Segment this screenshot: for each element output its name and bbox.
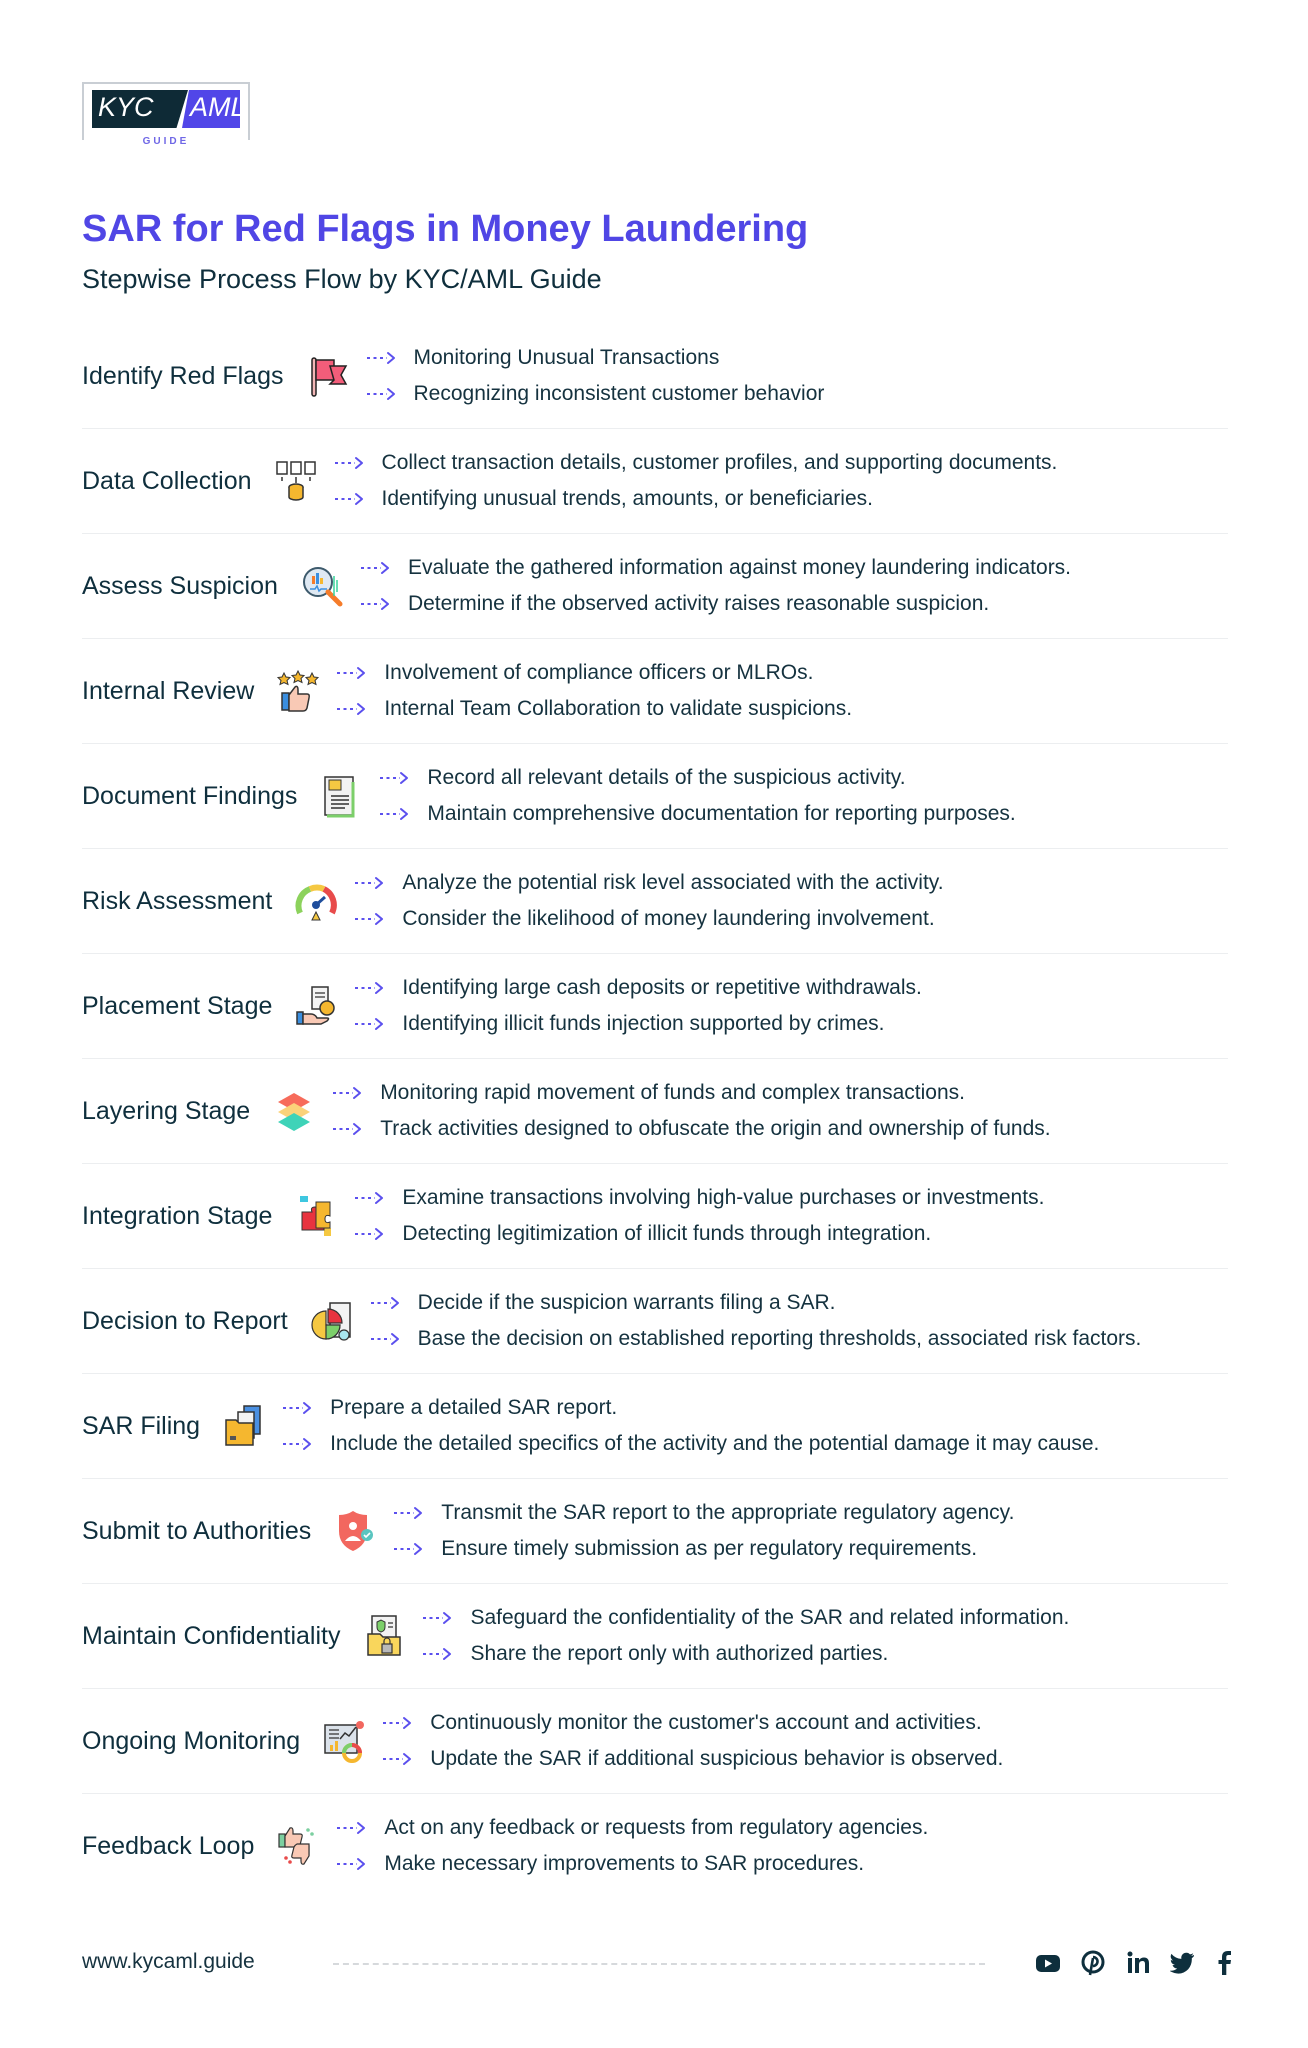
logo-guide-row — [82, 136, 250, 147]
bullet-text: Maintain comprehensive documentation for reporting purposes. — [427, 802, 1016, 825]
step-bullets — [366, 346, 825, 406]
step-bullet — [354, 1012, 921, 1036]
logo-kyc-text: KYC — [98, 92, 154, 122]
shield-user-check-icon — [333, 1509, 377, 1553]
step-bullet — [422, 1606, 1069, 1630]
bullet-text: Make necessary improvements to SAR procedures. — [384, 1852, 865, 1875]
step-label: Placement Stage — [82, 991, 273, 1020]
step-row — [82, 324, 1228, 429]
step-row — [82, 1479, 1228, 1584]
dashed-arrow-icon — [360, 597, 390, 611]
step-row — [82, 954, 1228, 1059]
bullet-text: Include the detailed specifics of the activity and the potential damage it may cause. — [330, 1432, 1100, 1455]
bullet-text: Update the SAR if additional suspicious behavior is observed. — [430, 1747, 1004, 1770]
dashed-arrow-icon — [334, 456, 364, 470]
bullet-text: Internal Team Collaboration to validate suspicions. — [384, 697, 853, 720]
bullet-text: Consider the likelihood of money laundering involvement. — [402, 907, 935, 930]
dashed-arrow-icon — [370, 1296, 400, 1310]
bullet-text: Analyze the potential risk level associated with the activity. — [402, 871, 944, 894]
footer-website-link[interactable]: www.kycaml.guide — [82, 1950, 255, 1973]
dashed-arrow-icon — [382, 1716, 412, 1730]
dashed-arrow-icon — [360, 561, 390, 575]
dashed-arrow-icon — [393, 1542, 423, 1556]
bullet-text: Decide if the suspicion warrants filing a SAR. — [417, 1291, 836, 1314]
bullet-text: Identifying large cash deposits or repetitive withdrawals. — [402, 976, 922, 999]
layers-icon — [272, 1089, 316, 1133]
risk-gauge-icon — [294, 879, 338, 923]
step-label: Layering Stage — [82, 1096, 251, 1125]
dashed-arrow-icon — [366, 387, 396, 401]
step-bullets — [354, 976, 921, 1036]
bullet-text: Collect transaction details, customer profiles, and supporting documents. — [381, 451, 1058, 474]
step-bullet — [370, 1291, 1142, 1315]
step-row — [82, 1374, 1228, 1479]
locked-folder-icon — [362, 1614, 406, 1658]
dashed-arrow-icon — [282, 1401, 312, 1415]
step-bullet — [336, 1852, 928, 1876]
dashed-arrow-icon — [336, 1821, 366, 1835]
bullet-text: Prepare a detailed SAR report. — [330, 1396, 618, 1419]
dashed-arrow-icon — [382, 1752, 412, 1766]
dashed-arrow-icon — [393, 1506, 423, 1520]
dashed-arrow-icon — [336, 666, 366, 680]
step-bullets — [354, 871, 943, 931]
step-bullet — [382, 1747, 1003, 1771]
dashed-arrow-icon — [332, 1086, 362, 1100]
step-bullets — [370, 1291, 1142, 1351]
step-bullet — [393, 1537, 1014, 1561]
step-bullet — [354, 1186, 1044, 1210]
step-bullet — [370, 1327, 1142, 1351]
step-bullet — [334, 451, 1058, 475]
bullet-text: Continuously monitor the customer's account and activities. — [430, 1711, 982, 1734]
logo-aml-text: AML — [190, 92, 246, 122]
step-bullet — [334, 487, 1058, 511]
step-bullet — [354, 976, 921, 1000]
step-row — [82, 849, 1228, 954]
hand-coin-document-icon — [294, 984, 338, 1028]
bullet-text: Identifying unusual trends, amounts, or beneficiaries. — [381, 487, 873, 510]
database-collection-icon — [274, 459, 318, 503]
bullet-text: Identifying illicit funds injection supported by crimes. — [402, 1012, 885, 1035]
dashed-arrow-icon — [379, 807, 409, 821]
step-bullets — [382, 1711, 1003, 1771]
twitter-icon[interactable] — [1170, 1950, 1196, 1976]
step-bullets — [422, 1606, 1069, 1666]
step-bullets — [379, 766, 1015, 826]
pie-chart-report-icon — [310, 1299, 354, 1343]
step-row — [82, 1164, 1228, 1269]
step-bullet — [354, 907, 943, 931]
linkedin-icon[interactable] — [1126, 1950, 1152, 1976]
dashed-arrow-icon — [354, 876, 384, 890]
step-label: Integration Stage — [82, 1201, 273, 1230]
dashed-arrow-icon — [336, 702, 366, 716]
step-bullet — [382, 1711, 1003, 1735]
dashed-arrow-icon — [282, 1437, 312, 1451]
step-bullet — [354, 1222, 1044, 1246]
bullet-text: Evaluate the gathered information against money laundering indicators. — [407, 556, 1072, 579]
step-bullet — [332, 1117, 1050, 1141]
step-label: Risk Assessment — [82, 886, 273, 915]
step-bullets — [334, 451, 1058, 511]
step-bullet — [422, 1642, 1069, 1666]
red-flag-icon — [306, 354, 350, 398]
step-bullet — [366, 382, 825, 406]
step-bullet — [379, 802, 1015, 826]
step-row — [82, 429, 1228, 534]
step-row — [82, 744, 1228, 849]
dashed-arrow-icon — [422, 1611, 452, 1625]
logo-guide-text: GUIDE — [135, 136, 198, 147]
step-bullets — [360, 556, 1071, 616]
step-label: Submit to Authorities — [82, 1516, 312, 1545]
dashed-arrow-icon — [332, 1122, 362, 1136]
step-bullet — [336, 661, 852, 685]
step-bullet — [393, 1501, 1014, 1525]
facebook-icon[interactable] — [1212, 1950, 1238, 1976]
step-bullet — [336, 1816, 928, 1840]
bullet-text: Track activities designed to obfuscate the origin and ownership of funds. — [380, 1117, 1051, 1140]
step-bullet — [332, 1081, 1050, 1105]
bullet-text: Involvement of compliance officers or MLROs. — [384, 661, 814, 684]
step-label: Data Collection — [82, 466, 252, 495]
bullet-text: Transmit the SAR report to the appropriate regulatory agency. — [441, 1501, 1015, 1524]
dashed-arrow-icon — [379, 771, 409, 785]
puzzle-hands-icon — [294, 1194, 338, 1238]
dashed-arrow-icon — [370, 1332, 400, 1346]
step-bullet — [360, 556, 1071, 580]
bullet-text: Monitoring Unusual Transactions — [413, 346, 720, 369]
step-bullets — [336, 661, 852, 721]
dashed-arrow-icon — [354, 1017, 384, 1031]
bullet-text: Monitoring rapid movement of funds and complex transactions. — [380, 1081, 965, 1104]
step-row — [82, 1584, 1228, 1689]
step-bullets — [354, 1186, 1044, 1246]
thumbs-up-stars-icon — [276, 669, 320, 713]
dashed-arrow-icon — [354, 912, 384, 926]
dashed-arrow-icon — [336, 1857, 366, 1871]
bullet-text: Share the report only with authorized parties. — [470, 1642, 889, 1665]
pinterest-icon[interactable] — [1080, 1950, 1106, 1976]
step-row — [82, 1794, 1228, 1898]
footer-divider — [333, 1963, 985, 1965]
dashed-arrow-icon — [354, 981, 384, 995]
step-row — [82, 1059, 1228, 1164]
bullet-text: Base the decision on established reporting thresholds, associated risk factors. — [417, 1327, 1142, 1350]
step-label: Feedback Loop — [82, 1831, 255, 1860]
step-bullet — [360, 592, 1071, 616]
step-label: Maintain Confidentiality — [82, 1621, 341, 1650]
bullet-text: Record all relevant details of the suspicious activity. — [427, 766, 906, 789]
bullet-text: Act on any feedback or requests from regulatory agencies. — [384, 1816, 929, 1839]
step-row — [82, 1269, 1228, 1374]
step-row — [82, 639, 1228, 744]
step-label: Internal Review — [82, 676, 255, 705]
folder-files-icon — [222, 1404, 266, 1448]
step-bullets — [336, 1816, 928, 1876]
step-bullet — [336, 697, 852, 721]
dashed-arrow-icon — [422, 1647, 452, 1661]
youtube-icon[interactable] — [1035, 1950, 1061, 1976]
step-bullet — [282, 1396, 1099, 1420]
kyc-aml-guide-logo — [82, 82, 250, 147]
bullet-text: Examine transactions involving high-value purchases or investments. — [402, 1186, 1045, 1209]
bullet-text: Safeguard the confidentiality of the SAR and related information. — [470, 1606, 1070, 1629]
step-bullet — [354, 871, 943, 895]
page-title: SAR for Red Flags in Money Laundering — [82, 208, 809, 250]
magnifier-analysis-icon — [300, 564, 344, 608]
dashed-arrow-icon — [354, 1227, 384, 1241]
document-notes-icon — [319, 774, 363, 818]
dashed-arrow-icon — [334, 492, 364, 506]
step-bullet — [379, 766, 1015, 790]
step-label: SAR Filing — [82, 1411, 201, 1440]
bullet-text: Recognizing inconsistent customer behavior — [413, 382, 825, 405]
step-bullet — [282, 1432, 1099, 1456]
step-bullet — [366, 346, 825, 370]
process-steps — [82, 324, 1228, 1898]
dashed-arrow-icon — [366, 351, 396, 365]
thumbs-up-down-icon — [276, 1824, 320, 1868]
step-label: Identify Red Flags — [82, 361, 284, 390]
bullet-text: Detecting legitimization of illicit funds through integration. — [402, 1222, 932, 1245]
bullet-text: Ensure timely submission as per regulatory requirements. — [441, 1537, 978, 1560]
monitoring-dashboard-icon — [322, 1719, 366, 1763]
bullet-text: Determine if the observed activity raises reasonable suspicion. — [407, 592, 990, 615]
step-label: Ongoing Monitoring — [82, 1726, 301, 1755]
step-label: Document Findings — [82, 781, 298, 810]
dashed-arrow-icon — [354, 1191, 384, 1205]
page-subtitle: Stepwise Process Flow by KYC/AML Guide — [82, 264, 602, 294]
step-bullets — [282, 1396, 1099, 1456]
step-row — [82, 1689, 1228, 1794]
step-label: Assess Suspicion — [82, 571, 278, 600]
step-bullets — [332, 1081, 1050, 1141]
step-row — [82, 534, 1228, 639]
step-label: Decision to Report — [82, 1306, 288, 1335]
step-bullets — [393, 1501, 1014, 1561]
